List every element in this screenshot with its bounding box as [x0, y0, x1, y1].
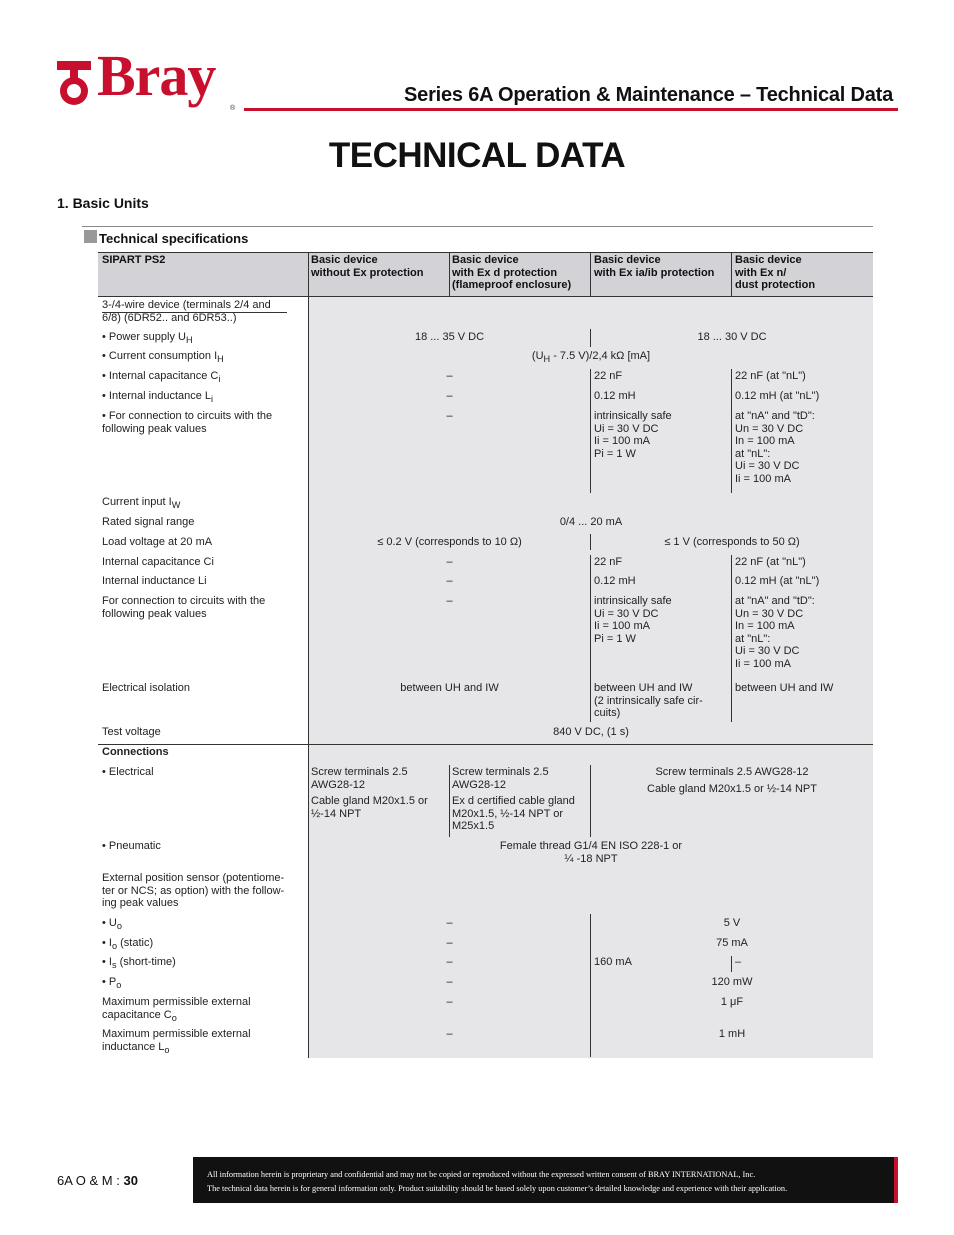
bray-emblem-icon	[55, 59, 93, 109]
peak2-ia-value: intrinsically safe Ui = 30 V DC Ii = 100 mA Pi = 1 W	[594, 595, 672, 645]
label-wire-device: 3-/4-wire device (terminals 2/4 and 6/8) (6DR52.. and 6DR53..)	[102, 299, 271, 324]
ind-n-value: 0.12 mH (at "nL")	[735, 390, 820, 402]
label-po: • $P_o$	[102, 976, 122, 991]
max-cap-dash: –	[446, 996, 453, 1008]
cap-n-value: 22 nF (at "nL")	[735, 370, 806, 382]
peak2-dash: –	[446, 595, 453, 607]
doc-header: Series 6A Operation & Maintenance – Technical Data	[404, 84, 894, 106]
label-pneumatic: • Pneumatic	[102, 840, 161, 852]
elec-d1: Screw terminals 2.5 AWG28-12	[452, 766, 549, 791]
header-rule	[244, 108, 898, 111]
load-value-b: ≤ 1 V (corresponds to 50 Ω)	[664, 536, 800, 548]
bray-wordmark: Bray	[97, 43, 216, 108]
page-number-label: 6A O & M : 30	[57, 1173, 138, 1188]
is-ia-value: 160 mA	[594, 956, 632, 968]
connections-line	[98, 744, 873, 745]
footer-accent	[894, 1157, 898, 1203]
col-header-sipart: SIPART PS2	[102, 254, 166, 266]
n-divider-b	[731, 555, 732, 722]
label-electrical: • Electrical	[102, 766, 154, 778]
label-uo: • $U_o$	[102, 917, 122, 932]
peak-n-value: at "nA" and "tD": Un = 30 V DC In = 100 mA at "nL": Ui = 30 V DC Ii = 100 mA	[735, 410, 815, 485]
col-header-ex-ia: Basic device with Ex ia/ib protection	[594, 254, 715, 279]
label-test-voltage: Test voltage	[102, 726, 161, 738]
label-current-input: Current input $I_W$	[102, 496, 181, 511]
label-peak-values: • For connection to circuits with the following peak values	[102, 410, 273, 435]
disclaimer-line-1: All information herein is proprietary and confidential and may not be copied or reproduced without the expressed written consent of BRAY INTERNATIONAL, Inc.	[207, 1170, 756, 1179]
ind2-dash: –	[446, 575, 453, 587]
label-electrical-isolation: Electrical isolation	[102, 682, 191, 694]
elec-divider-1	[449, 765, 450, 837]
uo-dash: –	[446, 917, 453, 929]
col-header-ex-d: Basic device with Ex d protection (flameproof enclosure)	[452, 254, 572, 291]
label-internal-capacitance-2: Internal capacitance Ci	[102, 556, 214, 568]
consumption-value: ($U_H - 7.5$ V)/2,4 kΩ [mA]	[531, 350, 651, 365]
ind2-n-value: 0.12 mH (at "nL")	[735, 575, 820, 587]
spec-title: Technical specifications	[99, 231, 249, 246]
elec-b2: Cable gland M20x1.5 or ½-14 NPT	[647, 783, 817, 795]
elec-a2: Cable gland M20x1.5 or ½-14 NPT	[311, 795, 428, 820]
label-max-inductance: Maximum permissible external inductance $L_o$	[102, 1028, 251, 1055]
bray-logo	[55, 43, 240, 113]
label-current-consumption: • Current consumption $I_H$	[102, 350, 224, 365]
col-divider-4	[731, 252, 732, 296]
max-ind-value: 1 mH	[718, 1028, 746, 1040]
ia-divider-b	[590, 555, 591, 722]
cap2-n-value: 22 nF (at "nL")	[735, 556, 806, 568]
power-value-b: 18 ... 30 V DC	[697, 331, 767, 343]
max-cap-value: 1 μF	[720, 996, 744, 1008]
col-header-no-ex: Basic device without Ex protection	[311, 254, 424, 279]
elec-a1: Screw terminals 2.5 AWG28-12	[311, 766, 408, 791]
col-divider-2	[449, 252, 450, 296]
registered-mark: ®	[230, 105, 236, 112]
n-divider-a	[731, 369, 732, 493]
label-is: • $I_s$ (short-time)	[102, 956, 176, 971]
table-top-line	[98, 252, 873, 253]
uo-value: 5 V	[723, 917, 741, 929]
po-value: 120 mW	[711, 976, 753, 988]
isolation-value-a: between UH and IW	[400, 682, 499, 694]
col-divider-3	[590, 252, 591, 296]
section-rule	[82, 226, 873, 227]
peak-dash: –	[446, 410, 453, 422]
label-io: • $I_o$ (static)	[102, 937, 154, 952]
elec-b1: Screw terminals 2.5 AWG28-12	[655, 766, 809, 778]
footer-disclaimer	[193, 1157, 898, 1203]
load-value-a: ≤ 0.2 V (corresponds to 10 Ω)	[377, 536, 522, 548]
cap-ia-value: 22 nF	[594, 370, 623, 382]
elec-d2: Ex d certified cable gland M20x1.5, ½-14 NPT or M25x1.5	[452, 795, 575, 832]
isolation-ia-value: between UH and IW (2 intrinsically safe cir- cuits)	[594, 682, 703, 719]
label-internal-inductance: • Internal inductance $L_i$	[102, 390, 214, 405]
label-load-voltage: Load voltage at 20 mA	[102, 536, 213, 548]
power-value-a: 18 ... 35 V DC	[414, 331, 485, 343]
ind-dash: –	[446, 390, 453, 402]
pneumatic-value: Female thread G1/4 EN ISO 228-1 or ¼ -18 NPT	[499, 840, 683, 865]
io-dash: –	[446, 937, 453, 949]
label-connections: Connections	[102, 746, 169, 758]
cap2-ia-value: 22 nF	[594, 556, 623, 568]
col-header-ex-n: Basic device with Ex n/ dust protection	[735, 254, 816, 291]
label-max-capacitance: Maximum permissible external capacitance $C_o$	[102, 996, 251, 1023]
rated-signal-value: 0/4 ... 20 mA	[559, 516, 623, 528]
max-ind-dash: –	[446, 1028, 453, 1040]
label-rated-signal: Rated signal range	[102, 516, 195, 528]
page-number: 30	[123, 1173, 138, 1188]
po-dash: –	[446, 976, 453, 988]
table-header-line	[98, 296, 873, 297]
section-heading: 1. Basic Units	[57, 195, 149, 211]
peak2-n-value: at "nA" and "tD": Un = 30 V DC In = 100 mA at "nL": Ui = 30 V DC Ii = 100 mA	[735, 595, 815, 670]
page-title: TECHNICAL DATA	[328, 136, 626, 175]
is-dash: –	[446, 956, 453, 968]
spec-marker-icon	[84, 230, 97, 243]
is-n-value: –	[735, 956, 742, 968]
disclaimer-line-2: The technical data herein is for general information only. Product suitability should be based solely upon customer’s detailed knowledge and experience with their application.	[207, 1184, 788, 1193]
label-power-supply: • Power supply $U_H$	[102, 331, 193, 346]
is-divider	[731, 956, 732, 972]
ia-divider-a	[590, 369, 591, 493]
label-internal-inductance-2: Internal inductance Li	[102, 575, 207, 587]
label-peak-values-2: For connection to circuits with the following peak values	[102, 595, 266, 620]
peak-ia-value: intrinsically safe Ui = 30 V DC Ii = 100 mA Pi = 1 W	[594, 410, 672, 460]
ind-ia-value: 0.12 mH	[594, 390, 636, 402]
ind2-ia-value: 0.12 mH	[594, 575, 636, 587]
isolation-n-value: between UH and IW	[735, 682, 834, 694]
cap-dash: –	[446, 370, 453, 382]
io-value: 75 mA	[716, 937, 748, 949]
label-ext-sensor: External position sensor (potentiome- ter or NCS; as option) with the follow- ing peak values	[102, 872, 285, 909]
cap2-dash: –	[446, 556, 453, 568]
label-internal-capacitance: • Internal capacitance $C_i$	[102, 370, 221, 385]
test-voltage-value: 840 V DC, (1 s)	[553, 726, 629, 738]
